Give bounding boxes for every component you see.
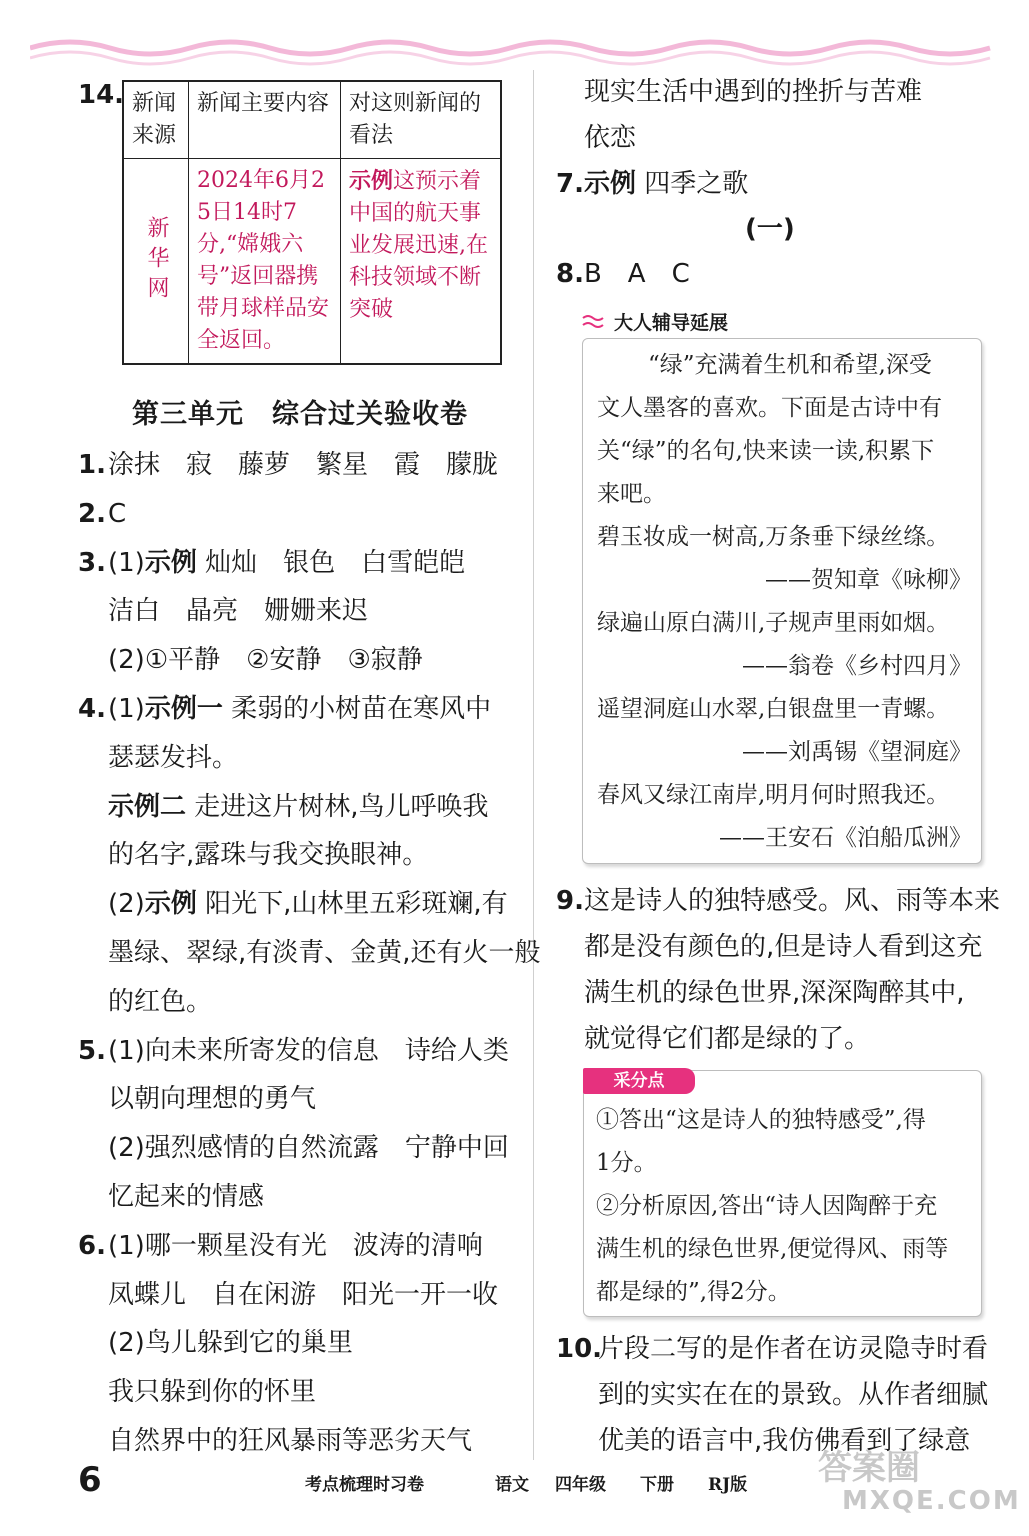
q8-number: 8. [556, 259, 584, 289]
left-line-4 [108, 643, 423, 677]
footer-edition: RJ版 [708, 1475, 748, 1495]
left-line-11-text: 的红色。 [108, 986, 213, 1017]
header-opinion: 对这则新闻的看法 [341, 81, 502, 159]
q8-answer: B A C [583, 259, 690, 289]
footer-subject: 语文 [495, 1475, 529, 1495]
left-line-13-text: 以朝向理想的勇气 [108, 1084, 317, 1115]
right-top-line-1-text: 依恋 [584, 123, 637, 153]
right-top-line-1 [584, 121, 636, 155]
extension-line-10: 春风又绿江南岸,明月何时照我还。 [597, 782, 950, 808]
left-line-0-text: 涂抹 寂 藤萝 繁星 霞 朦胧 [108, 450, 499, 480]
left-line-8-text: 的名字,露珠与我交换眼神。 [108, 840, 429, 871]
left-line-5-sub: (1) [108, 694, 145, 724]
left-line-2-text: 灿灿 银色 白雪皑皑 [196, 547, 466, 578]
left-line-2-example-label: 示例 [144, 547, 197, 578]
left-line-0 [78, 448, 498, 482]
q9-text-3: 就觉得它们都是绿的了。 [584, 1024, 871, 1054]
left-line-10-text: 墨绿、翠绿,有淡青、金黄,还有火一般 [108, 938, 541, 968]
left-line-12 [78, 1034, 509, 1068]
header-content: 新闻主要内容 [189, 81, 341, 159]
left-line-1-text: C [108, 498, 127, 529]
left-line-9 [108, 887, 508, 921]
scoring-line-2: ②分析原因,答出“诗人因陶醉于充 [596, 1193, 938, 1219]
q9-line-3 [584, 1022, 870, 1056]
left-line-11 [108, 985, 212, 1019]
left-line-3-text: 洁白 晶亮 姗姗来迟 [108, 596, 369, 627]
extension-line-2: 关“绿”的名句,快来读一读,积累下 [597, 438, 935, 464]
left-line-15 [108, 1180, 264, 1214]
extension-line-4: 碧玉妆成一树高,万条垂下绿丝绦。 [597, 524, 950, 550]
right-top-line-2-example-label: 示例 [584, 169, 637, 199]
scoring-tag: 采分点 [583, 1068, 695, 1094]
left-line-16 [78, 1229, 483, 1263]
opinion-text: 这预示着中国的航天事业发展迅速,在科技领域不断突破 [349, 169, 488, 322]
left-line-19 [108, 1375, 316, 1409]
q10-text-0: 片段二写的是作者在访灵隐寺时看 [598, 1334, 989, 1364]
q9-text-0: 这是诗人的独特感受。风、雨等本来 [584, 886, 1001, 916]
q9-line-2 [584, 976, 965, 1010]
right-top-line-2-number: 7. [556, 169, 584, 199]
left-line-19-text: 我只躲到你的怀里 [108, 1377, 317, 1408]
left-line-13 [108, 1082, 316, 1116]
left-line-8 [108, 838, 428, 872]
left-line-16-text: (1)哪一颗星没有光 波涛的清响 [108, 1230, 483, 1261]
scoring-line-4: 都是绿的”,得2分。 [596, 1279, 791, 1305]
left-line-16-number: 6. [78, 1230, 106, 1261]
watermark-logo: 答案圈 [818, 1448, 920, 1488]
opinion-example-label: 示例 [349, 168, 394, 194]
left-line-15-text: 忆起来的情感 [108, 1182, 265, 1212]
left-line-1 [78, 497, 126, 531]
column-divider [533, 70, 534, 1460]
extension-line-8: 遥望洞庭山水翠,白银盘里一青螺。 [597, 696, 950, 722]
left-line-20 [108, 1424, 472, 1458]
q9-number: 9. [556, 886, 584, 916]
scoring-line-1: 1分。 [596, 1150, 657, 1176]
left-line-2-sub: (1) [108, 547, 145, 578]
left-line-5 [78, 692, 491, 726]
left-line-17 [108, 1278, 498, 1312]
left-line-7-example-label: 示例二 [108, 791, 187, 822]
extension-title: 大人辅导延展 [614, 312, 729, 334]
q10-line-0 [556, 1332, 988, 1366]
left-line-6 [108, 741, 238, 775]
left-line-6-text: 瑟瑟发抖。 [108, 742, 239, 773]
unit-title: 第三单元 综合过关验收卷 [132, 399, 468, 430]
q10-number: 10. [556, 1334, 603, 1364]
left-line-9-example-label: 示例 [144, 889, 197, 920]
left-line-9-text: 阳光下,山林里五彩斑斓,有 [196, 889, 508, 920]
section-mark: (一) [745, 214, 795, 244]
left-line-2 [78, 546, 465, 580]
q8-line [556, 257, 690, 291]
q10-text-2: 优美的语言中,我仿佛看到了绿意 [598, 1426, 971, 1456]
watermark-url: MXQE.COM [842, 1486, 1021, 1516]
left-line-0-number: 1. [78, 450, 106, 480]
extension-line-9: ——刘禹锡《望洞庭》 [742, 739, 972, 765]
cell-source: 新华网 [123, 159, 189, 365]
left-line-7 [108, 790, 489, 824]
left-line-14-text: (2)强烈感情的自然流露 宁静中回 [108, 1133, 509, 1164]
left-line-14 [108, 1131, 509, 1165]
extension-line-7: ——翁卷《乡村四月》 [742, 653, 972, 679]
cell-opinion [341, 159, 502, 365]
left-line-3 [108, 594, 368, 628]
q10-line-1 [598, 1378, 988, 1412]
scoring-line-0: ①答出“这是诗人的独特感受”,得 [596, 1107, 926, 1133]
footer-book: 考点梳理时习卷 [305, 1475, 424, 1495]
left-line-9-sub: (2) [108, 889, 145, 920]
q14-number: 14. [78, 80, 125, 110]
right-top-line-0-text: 现实生活中遇到的挫折与苦难 [584, 77, 923, 107]
extension-line-3: 来吧。 [597, 481, 666, 507]
extension-line-5: ——贺知章《咏柳》 [765, 567, 972, 593]
news-table [122, 80, 502, 365]
left-line-10 [108, 936, 541, 970]
q9-line-0 [556, 884, 1000, 918]
top-wave-decoration [30, 30, 1020, 70]
cell-content: 2024年6月25日14时7分,“嫦娥六号”返回器携带月球样品安全返回。 [189, 159, 341, 365]
extension-line-0: “绿”充满着生机和希望,深受 [648, 352, 932, 378]
q9-line-1 [584, 930, 982, 964]
left-line-12-number: 5. [78, 1035, 106, 1066]
extension-line-1: 文人墨客的喜欢。下面是古诗中有 [597, 395, 942, 421]
q10-text-1: 到的实实在在的景致。从作者细腻 [598, 1380, 989, 1410]
left-line-20-text: 自然界中的狂风暴雨等恶劣天气 [108, 1426, 473, 1456]
left-line-1-number: 2. [78, 498, 106, 529]
page-number: 6 [78, 1460, 102, 1500]
left-line-2-number: 3. [78, 547, 106, 578]
left-line-12-text: (1)向未来所寄发的信息 诗给人类 [108, 1035, 509, 1066]
q9-text-1: 都是没有颜色的,但是诗人看到这充 [584, 932, 983, 962]
header-source: 新闻来源 [123, 81, 189, 159]
left-line-5-example-label: 示例一 [144, 694, 223, 724]
right-top-line-0 [584, 75, 922, 109]
left-line-18-text: (2)鸟儿躲到它的巢里 [108, 1328, 353, 1359]
right-top-line-2-text: 四季之歌 [636, 169, 749, 199]
extension-line-6: 绿遍山原白满川,子规声里雨如烟。 [597, 610, 950, 636]
right-top-line-2 [556, 167, 748, 201]
q9-text-2: 满生机的绿色世界,深深陶醉其中, [584, 978, 965, 1008]
extension-line-11: ——王安石《泊船瓜洲》 [719, 825, 972, 851]
left-line-5-text: 柔弱的小树苗在寒风中 [222, 694, 492, 724]
left-line-18 [108, 1326, 353, 1360]
scoring-line-3: 满生机的绿色世界,便觉得风、雨等 [596, 1236, 949, 1262]
wave-lines-icon [582, 314, 604, 330]
left-line-5-number: 4. [78, 694, 106, 724]
left-line-4-text: (2)①平静 ②安静 ③寂静 [108, 645, 423, 676]
left-line-7-text: 走进这片树林,鸟儿呼唤我 [186, 791, 489, 822]
footer-volume: 下册 [640, 1475, 674, 1495]
left-line-17-text: 凤蝶儿 自在闲游 阳光一开一收 [108, 1279, 499, 1310]
footer-grade: 四年级 [555, 1475, 606, 1495]
